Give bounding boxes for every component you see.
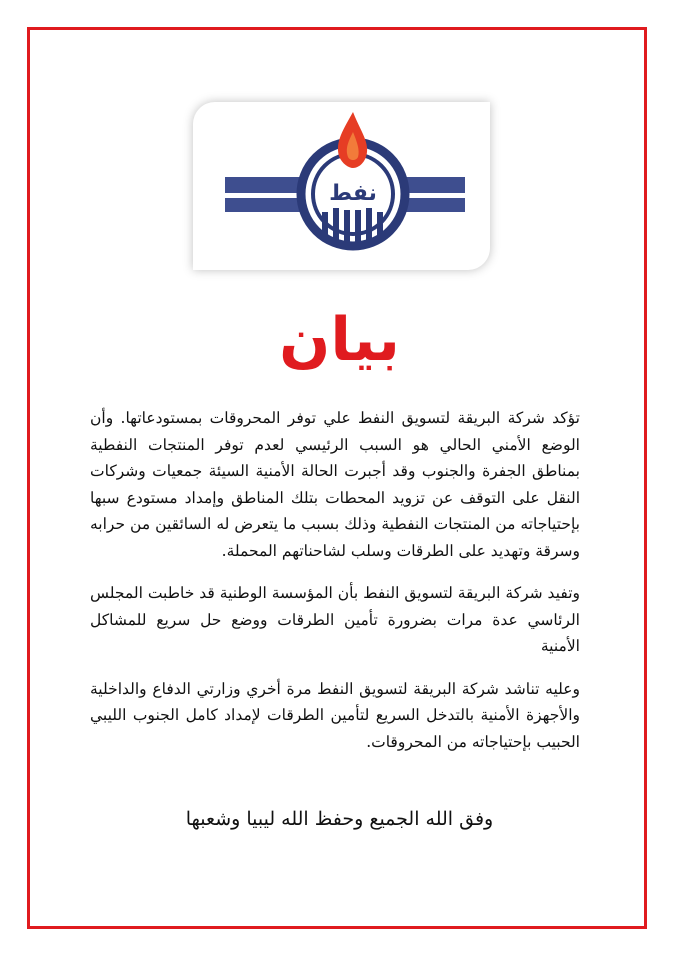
page-title: بيان (279, 305, 400, 375)
left-top-bar (225, 177, 307, 193)
logo-card (193, 102, 490, 270)
column-1 (322, 212, 328, 236)
left-bottom-bar (225, 198, 307, 212)
column-2 (333, 208, 339, 240)
paragraph-3: وعليه تناشد شركة البريقة لتسويق النفط مرة أخري وزارتي الدفاع والداخلية والأجهزة الأمنية بالتدخل السريع لتأمين الطرقات لإمداد كامل الجنوب الليبي الحبيب بإحتياجاته من المحروقات. (90, 679, 580, 751)
column-5 (366, 208, 372, 240)
paragraph-1: تؤكد شركة البريقة لتسويق النفط علي توفر المحروقات بمستودعاتها. وأن الوضع الأمني الحالي هو السبب الرئيسي لعدم توفر المنتجات النفطية بمناطق الجفرة والجنوب وقد أجبرت الحالة الأمنية السيئة جمعيات وشركات النقل على التوقف عن تزويد المحطات بتلك المناطق وإمداد مستودع سبها بإحتياجاته من المنتجات النفطية وذلك بسبب ما يتعرض له السائقين من حرابه وسرقة وتهديد على الطرقات وسلب لشاحناتهم المحملة. (90, 409, 580, 560)
closing-line: وفق الله الجميع وحفظ الله ليبيا وشعبها (185, 808, 494, 830)
logo-text: نفط (329, 181, 377, 206)
column-4 (355, 210, 361, 242)
column-3 (344, 210, 350, 242)
libyan-oil-logo-icon (193, 102, 490, 270)
column-6 (377, 212, 383, 236)
statement-body (90, 405, 580, 771)
paragraph-2: وتفيد شركة البريقة لتسويق النفط بأن المؤسسة الوطنية قد خاطبت المجلس الرئاسي عدة مرات بضرورة تأمين الطرقات ووضع حل سريع للمشاكل الأمنية (90, 584, 580, 655)
